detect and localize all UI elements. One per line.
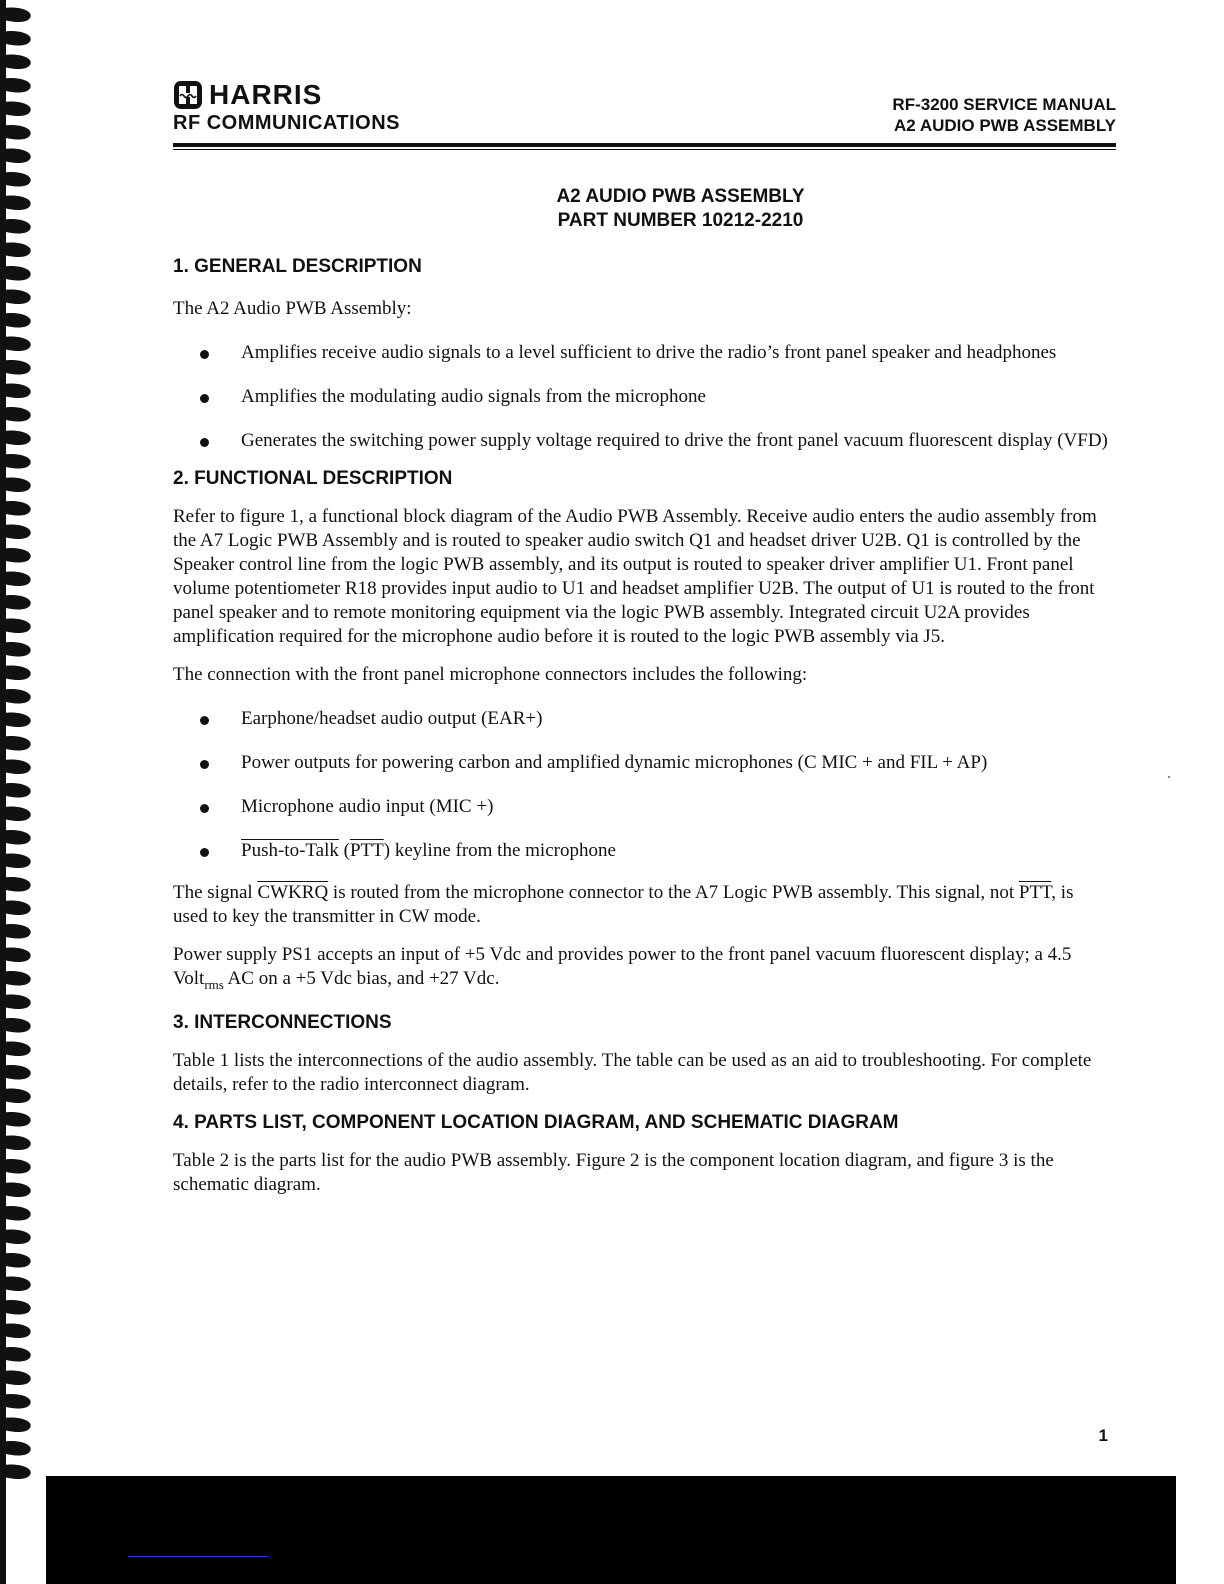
binding-ring <box>4 760 31 774</box>
header-rule-thick <box>173 143 1116 147</box>
header-rule-thin <box>173 149 1116 150</box>
list-item: Amplifies receive audio signals to a level sufficient to drive the radio’s front panel speaker and headphones <box>173 341 1108 365</box>
rms-subscript: rms <box>204 976 224 992</box>
list-item: Push-to-Talk $(\overline{PTT})$ keyline from the microphone <box>173 839 1108 863</box>
heading-parts-list: 4. PARTS LIST, COMPONENT LOCATION DIAGRAM, AND SCHEMATIC DIAGRAM <box>173 1111 899 1133</box>
binding-ring <box>4 266 31 280</box>
section-title: A2 AUDIO PWB ASSEMBLY <box>894 116 1116 135</box>
scan-speck <box>1168 776 1170 778</box>
binding-ring <box>4 854 31 868</box>
bullet-icon <box>200 438 209 447</box>
binding-ring <box>4 125 31 139</box>
ptt-overline-text: Push-to-Talk <box>241 840 339 861</box>
binding-ring <box>4 1042 31 1056</box>
binding-ring <box>4 1089 31 1103</box>
ptt-signal: $\overline{PTT}$ <box>1018 882 1052 903</box>
binding-ring <box>4 196 31 210</box>
binding-ring <box>4 31 31 45</box>
binding-ring <box>4 924 31 938</box>
binding-ring <box>4 384 31 398</box>
binding-ring <box>4 1112 31 1126</box>
list-item: Generates the switching power supply voltage required to drive the front panel vacuum fluorescent display (VFD) <box>173 429 1108 453</box>
binding-ring <box>4 1324 31 1338</box>
bullet-icon <box>200 804 209 813</box>
binding-ring <box>4 8 31 22</box>
binding-ring <box>4 1065 31 1079</box>
title-line-2: PART NUMBER 10212-2210 <box>557 210 804 231</box>
parts-list-para: Table 2 is the parts list for the audio PWB assembly. Figure 2 is the component location diagram, and figure 3 is the schematic diagram. <box>173 1149 1054 1195</box>
binding-ring <box>4 948 31 962</box>
functional-para-4: Power supply PS1 accepts an input of +5 Vdc and provides power to the front panel vacuum fluorescent display; a 4.5 Volt$_{rms}$ AC on a +5 Vdc bias, and +27 Vdc. <box>173 944 1072 992</box>
binding-ring <box>4 1183 31 1197</box>
binding-ring <box>4 595 31 609</box>
binding-ring <box>4 713 31 727</box>
functional-para-1: Refer to figure 1, a functional block diagram of the Audio PWB Assembly. Receive audio enters the audio assembly from the A7 Logic PWB Assembly and is routed to speaker audio switch Q1 and headset driver U2B. Q1 is controlled by the Speaker control line from the logic PWB assembly, and its output is routed to speaker driver amplifier U1. Front panel volume potentiometer R18 provides input audio to U1 and headset amplifier U2B. The output of U1 is routed to the front panel speaker and to remote monitoring equipment via the logic PWB assembly. Integrated circuit U2A provides amplification required for the microphone audio before it is routed to the logic PWB assembly via J5. <box>173 506 1097 647</box>
binding-ring <box>4 337 31 351</box>
binding-ring <box>4 1277 31 1291</box>
binding-ring <box>4 501 31 515</box>
list-item: Amplifies the modulating audio signals from the microphone <box>173 385 1108 409</box>
binding-ring <box>4 1159 31 1173</box>
cwkrq-signal: CWKRQ <box>257 882 329 903</box>
binding-ring <box>4 572 31 586</box>
binding-ring <box>4 525 31 539</box>
scan-blue-line <box>128 1556 268 1557</box>
list-item: Power outputs for powering carbon and amplified dynamic microphones (C MIC + and FIL + AP) <box>173 751 1108 775</box>
functional-para-3: The signal CWKRQ is routed from the microphone connector to the A7 Logic PWB assembly. This signal, not $\overline{PTT}$, is used to key the transmitter in CW mode. <box>173 882 1074 927</box>
page-header <box>173 80 1116 150</box>
spiral-binding <box>0 0 46 1584</box>
binding-ring <box>4 877 31 891</box>
bullet-icon <box>200 716 209 725</box>
binding-ring <box>4 783 31 797</box>
binding-ring <box>4 736 31 750</box>
binding-ring <box>4 666 31 680</box>
binding-ring <box>4 1230 31 1244</box>
bullet-icon <box>200 760 209 769</box>
harris-logo-icon <box>173 80 203 110</box>
binding-ring <box>4 1371 31 1385</box>
binding-ring <box>4 971 31 985</box>
binding-ring <box>4 172 31 186</box>
binding-ring <box>4 619 31 633</box>
binding-ring <box>4 55 31 69</box>
division-name: RF COMMUNICATIONS <box>173 112 400 134</box>
binding-ring <box>4 78 31 92</box>
general-bullets <box>173 341 1108 453</box>
functional-para-2: The connection with the front panel microphone connectors includes the following: <box>173 664 808 685</box>
binding-ring <box>4 642 31 656</box>
binding-ring <box>4 360 31 374</box>
binding-ring <box>4 1441 31 1455</box>
binding-ring <box>4 807 31 821</box>
binding-ring <box>4 407 31 421</box>
binding-ring <box>4 149 31 163</box>
binding-ring <box>4 219 31 233</box>
binding-ring <box>4 1300 31 1314</box>
binding-ring <box>4 1018 31 1032</box>
heading-functional-description: 2. FUNCTIONAL DESCRIPTION <box>173 468 453 489</box>
document-title <box>253 185 1108 233</box>
bullet-icon <box>200 848 209 857</box>
binding-ring <box>4 689 31 703</box>
binding-ring <box>4 1206 31 1220</box>
heading-interconnections: 3. INTERCONNECTIONS <box>173 1011 392 1033</box>
binding-ring <box>4 431 31 445</box>
binding-ring <box>4 1394 31 1408</box>
interconnections-para: Table 1 lists the interconnections of the audio assembly. The table can be used as an aid to troubleshooting. For complete details, refer to the radio interconnect diagram. <box>173 1049 1092 1095</box>
binding-ring <box>4 995 31 1009</box>
page-body <box>173 185 1108 1197</box>
binding-ring <box>4 1136 31 1150</box>
title-line-1: A2 AUDIO PWB ASSEMBLY <box>556 186 805 207</box>
brand-name: HARRIS <box>209 79 323 110</box>
binding-ring <box>4 454 31 468</box>
binding-ring <box>4 243 31 257</box>
binding-ring <box>4 548 31 562</box>
harris-logo <box>173 80 322 110</box>
binding-ring <box>4 102 31 116</box>
binding-ring <box>4 1465 31 1479</box>
bullet-icon <box>200 350 209 359</box>
binding-ring <box>4 478 31 492</box>
manual-title: RF-3200 SERVICE MANUAL <box>892 95 1116 114</box>
heading-general-description: 1. GENERAL DESCRIPTION <box>173 256 422 277</box>
header-manual-info <box>892 94 1116 136</box>
binding-ring <box>4 313 31 327</box>
bullet-icon <box>200 394 209 403</box>
connection-bullets <box>173 707 1108 863</box>
ptt-signal: $\overline{PTT}$ <box>349 840 384 861</box>
binding-ring <box>4 830 31 844</box>
page-number: 1 <box>1098 1426 1108 1445</box>
binding-ring <box>4 1347 31 1361</box>
scan-bottom-shadow <box>46 1476 1176 1584</box>
binding-ring <box>4 1418 31 1432</box>
binding-ring <box>4 1253 31 1267</box>
list-item: Microphone audio input (MIC +) <box>173 795 1108 819</box>
general-intro: The A2 Audio PWB Assembly: <box>173 298 412 319</box>
list-item: Earphone/headset audio output (EAR+) <box>173 707 1108 731</box>
binding-ring <box>4 290 31 304</box>
binding-ring <box>4 901 31 915</box>
